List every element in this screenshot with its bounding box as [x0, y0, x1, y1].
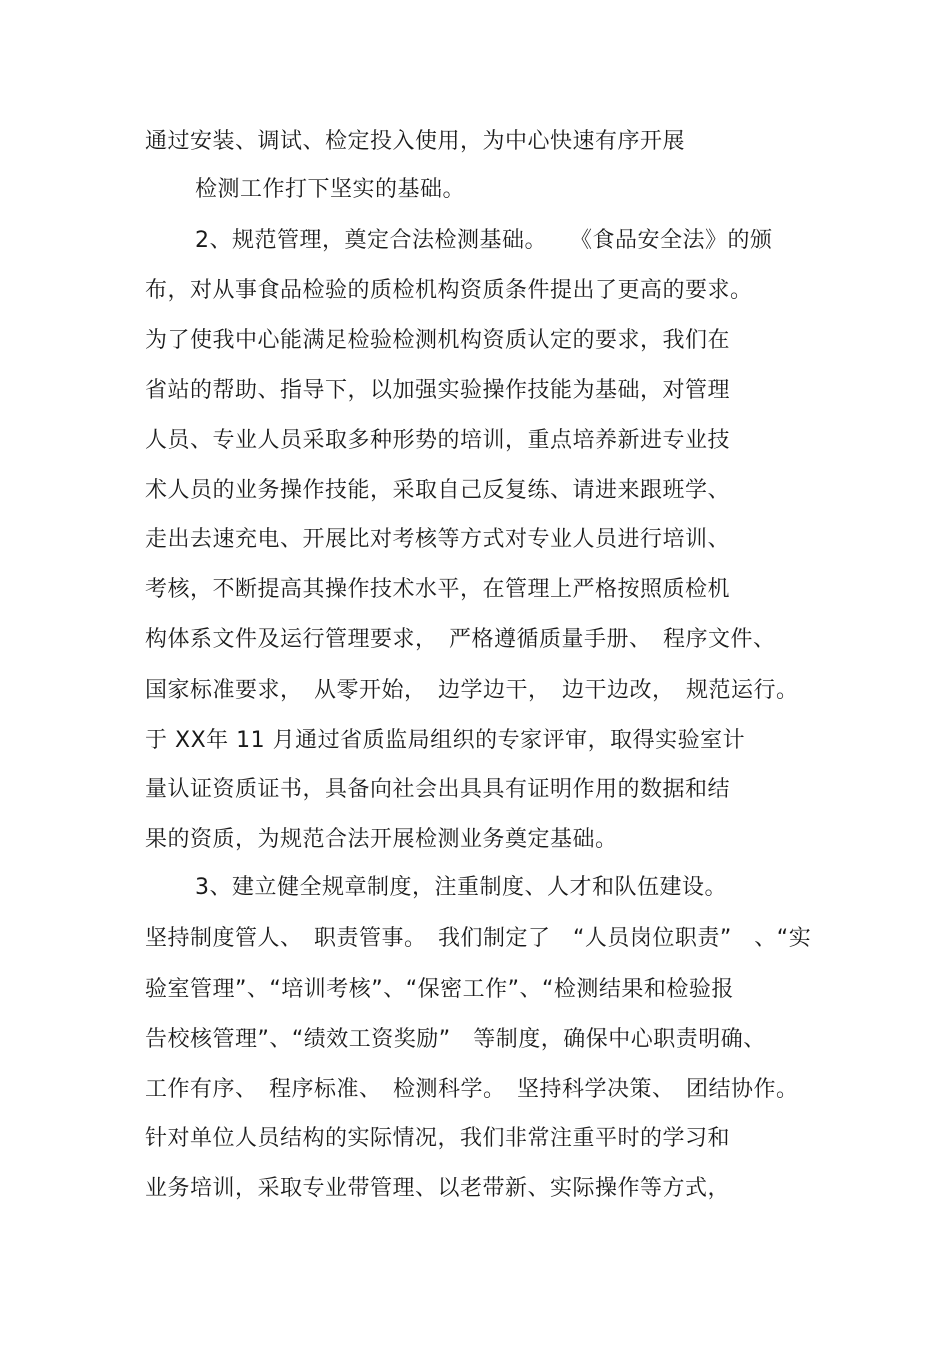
- text-line-15: 果的资质，为规范合法开展检测业务奠定基础。: [145, 827, 618, 852]
- text-line-18: 验室管理”、“培训考核”、“保密工作”、“检测结果和检验报: [145, 977, 734, 1002]
- text-line-12: 国家标准要求， 从零开始， 边学边干， 边干边改， 规范运行。: [145, 678, 799, 703]
- text-line-7: 人员、专业人员采取多种形势的培训，重点培养新进专业技: [145, 428, 731, 453]
- text-line-10: 考核，不断提高其操作技术水平，在管理上严格按照质检机: [145, 577, 731, 602]
- text-line-1: 通过安装、调试、检定投入使用，为中心快速有序开展: [145, 129, 686, 154]
- text-line-19: 告校核管理”、“绩效工资奖励” 等制度，确保中心职责明确、: [145, 1027, 766, 1052]
- text-line-13: 于 XX年 11 月通过省质监局组织的专家评审，取得实验室计: [145, 728, 746, 753]
- text-line-14: 量认证资质证书，具备向社会出具具有证明作用的数据和结: [145, 777, 731, 802]
- section-3-heading-line: 3、建立健全规章制度，注重制度、人才和队伍建设。: [195, 875, 727, 900]
- text-line-4: 布，对从事食品检验的质检机构资质条件提出了更高的要求。: [145, 278, 753, 303]
- text-line-21: 针对单位人员结构的实际情况，我们非常注重平时的学习和: [145, 1126, 731, 1151]
- text-line-22: 业务培训，采取专业带管理、以老带新、实际操作等方式，: [145, 1176, 731, 1201]
- text-line-11: 构体系文件及运行管理要求， 严格遵循质量手册、 程序文件、: [145, 627, 776, 652]
- text-line-8: 术人员的业务操作技能，采取自己反复练、请进来跟班学、: [145, 478, 731, 503]
- section-2-heading-line: 2、规范管理，奠定合法检测基础。 《食品安全法》的颁: [195, 228, 773, 253]
- text-line-2: 检测工作打下坚实的基础。: [195, 177, 466, 202]
- text-line-9: 走出去速充电、开展比对考核等方式对专业人员进行培训、: [145, 527, 731, 552]
- text-line-17: 坚持制度管人、 职责管事。 我们制定了 “人员岗位职责” 、“实: [145, 926, 812, 951]
- text-line-5: 为了使我中心能满足检验检测机构资质认定的要求，我们在: [145, 328, 731, 353]
- text-line-6: 省站的帮助、指导下，以加强实验操作技能为基础，对管理: [145, 378, 731, 403]
- text-line-20: 工作有序、 程序标准、 检测科学。 坚持科学决策、 团结协作。: [145, 1077, 799, 1102]
